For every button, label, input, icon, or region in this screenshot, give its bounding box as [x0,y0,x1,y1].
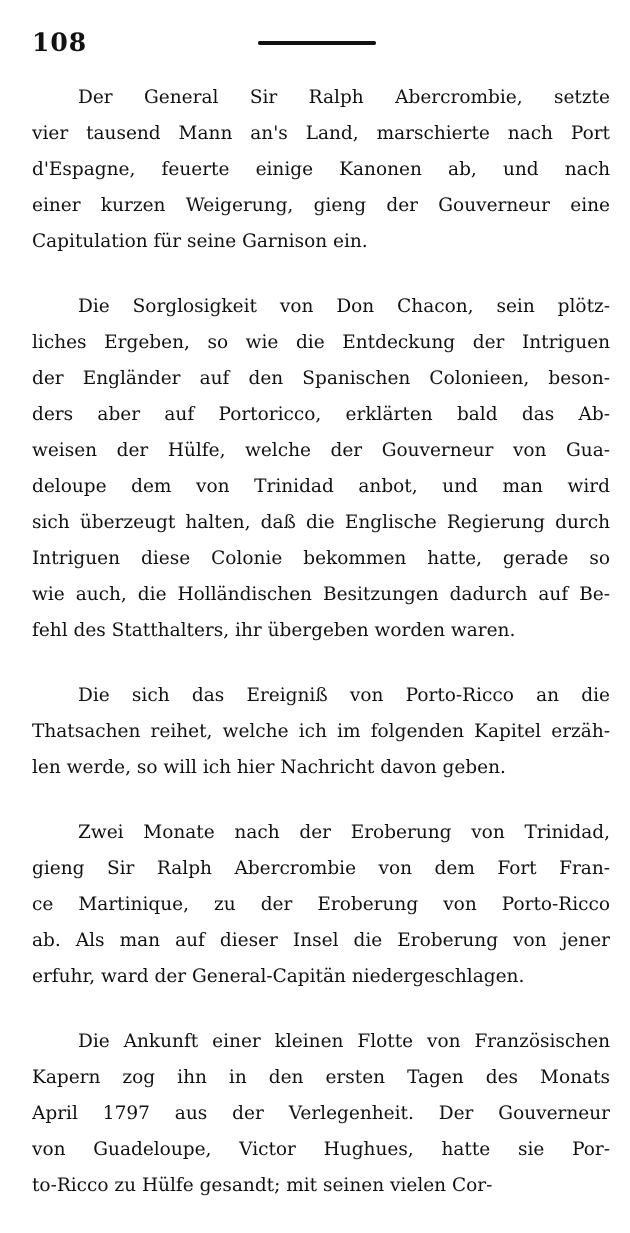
body-text [32,80,610,1233]
text-line: Zwei Monate nach der Eroberung von Trinidad, [78,822,610,843]
text-line: von Guadeloupe, Victor Hughues, hatte sie Por- [32,1139,610,1160]
text-line: len werde, so will ich hier Nachricht davon geben. [32,757,506,778]
text-line: ce Martinique, zu der Eroberung von Porto-Ricco [32,894,610,915]
page-number: 108 [32,28,88,57]
text-line: Der General Sir Ralph Abercrombie, setzte [78,87,610,108]
text-line: Thatsachen reihet, welche ich im folgenden Kapitel erzäh- [32,721,610,742]
paragraph [32,815,610,995]
text-line: einer kurzen Weigerung, gieng der Gouverneur eine [32,195,610,216]
paragraph [32,1024,610,1204]
text-line: d'Espagne, feuerte einige Kanonen ab, und nach [32,159,610,180]
paragraph [32,678,610,786]
text-line: wie auch, die Holländischen Besitzungen dadurch auf Be- [32,584,610,605]
text-line: Die Ankunft einer kleinen Flotte von Französischen [78,1031,610,1052]
text-line: ders aber auf Portoricco, erklärten bald das Ab- [32,404,610,425]
text-line: vier tausend Mann an's Land, marschierte nach Port [32,123,610,144]
text-line: erfuhr, ward der General-Capitän niedergeschlagen. [32,966,525,987]
header-rule [258,41,376,45]
text-line: ab. Als man auf dieser Insel die Eroberung von jener [32,930,610,951]
text-line: der Engländer auf den Spanischen Colonieen, beson- [32,368,610,389]
text-line: gieng Sir Ralph Abercrombie von dem Fort Fran- [32,858,610,879]
text-line: fehl des Statthalters, ihr übergeben worden waren. [32,620,516,641]
text-line: liches Ergeben, so wie die Entdeckung der Intriguen [32,332,610,353]
text-line: April 1797 aus der Verlegenheit. Der Gouverneur [32,1103,610,1124]
text-line: deloupe dem von Trinidad anbot, und man wird [32,476,610,497]
text-line: to-Ricco zu Hülfe gesandt; mit seinen vielen Cor- [32,1175,493,1196]
text-line: Die Sorglosigkeit von Don Chacon, sein plötz- [78,296,610,317]
text-line: weisen der Hülfe, welche der Gouverneur von Gua- [32,440,610,461]
text-line: Kapern zog ihn in den ersten Tagen des Monats [32,1067,610,1088]
text-line: sich überzeugt halten, daß die Englische Regierung durch [32,512,610,533]
page-header [0,0,630,70]
text-line: Die sich das Ereigniß von Porto-Ricco an die [78,685,610,706]
paragraph [32,289,610,649]
paragraph [32,80,610,260]
text-line: Capitulation für seine Garnison ein. [32,231,368,252]
text-line: Intriguen diese Colonie bekommen hatte, gerade so [32,548,610,569]
